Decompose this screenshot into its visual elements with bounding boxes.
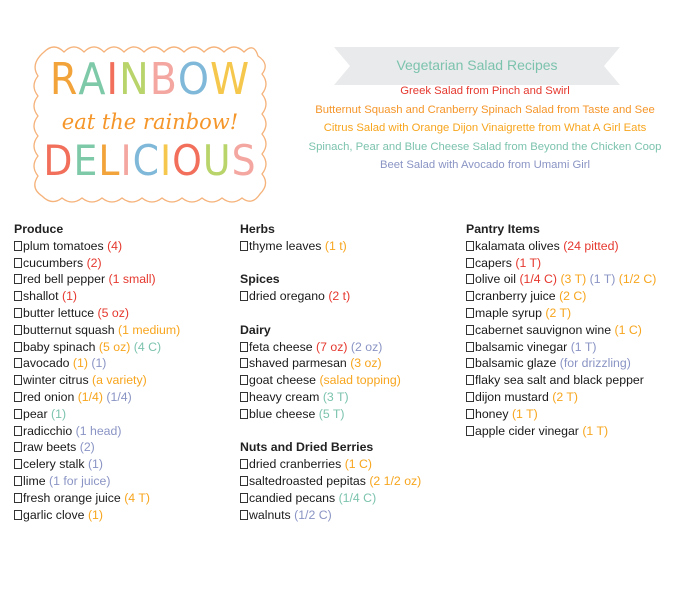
item-quantity: (2 T) <box>545 305 572 320</box>
shopping-list-item[interactable] <box>14 271 236 288</box>
recipe-links-list <box>290 82 680 175</box>
logo-letter: I <box>120 136 133 185</box>
item-quantity: (4 T) <box>124 490 150 505</box>
item-name: cranberry juice <box>475 289 556 304</box>
checkbox-icon[interactable] <box>240 291 248 301</box>
item-quantity: (1 C) <box>614 322 642 337</box>
checkbox-icon[interactable] <box>14 442 22 452</box>
logo-letter: I <box>160 136 173 185</box>
shopping-list-item[interactable] <box>14 255 236 272</box>
item-name: raw beets <box>23 440 77 455</box>
item-quantity: (1/4 C) <box>338 490 377 505</box>
shopping-list-item[interactable] <box>466 339 680 356</box>
item-quantity: (24 pitted) <box>563 238 619 253</box>
item-quantity: (2) <box>86 255 102 270</box>
logo-letter: A <box>78 54 107 105</box>
shopping-list-item[interactable] <box>466 423 680 440</box>
checkbox-icon[interactable] <box>14 241 22 251</box>
item-quantity: (1/4) <box>106 389 132 404</box>
item-quantity: (2) <box>79 440 95 455</box>
logo-letter: R <box>49 54 79 105</box>
item-quantity: (4 C) <box>133 339 162 354</box>
item-name: pear <box>23 406 48 421</box>
checkbox-icon[interactable] <box>466 241 474 251</box>
item-name: walnuts <box>249 507 291 522</box>
item-name: fresh orange juice <box>23 490 121 505</box>
item-quantity: (1 T) <box>582 423 609 438</box>
item-quantity: (5 oz) <box>98 339 131 354</box>
shopping-list-item[interactable] <box>14 473 236 490</box>
item-name: kalamata olives <box>475 238 560 253</box>
shopping-list-item[interactable] <box>14 456 236 473</box>
recipe-link[interactable]: Greek Salad from Pinch and Swirl <box>400 85 570 97</box>
shopping-list-item[interactable] <box>466 288 680 305</box>
item-name: plum tomatoes <box>23 238 104 253</box>
shopping-column-3 <box>466 221 680 439</box>
checkbox-icon[interactable] <box>240 409 248 419</box>
item-quantity: (2 1/2 oz) <box>369 473 422 488</box>
shopping-list-item[interactable] <box>14 288 236 305</box>
item-name: celery stalk <box>23 457 85 472</box>
item-name: balsamic glaze <box>475 356 557 371</box>
shopping-column-2 <box>240 221 462 523</box>
checkbox-icon[interactable] <box>240 342 248 352</box>
banner-title: Vegetarian Salad Recipes <box>396 57 558 73</box>
item-name: flaky sea salt and black pepper <box>475 373 644 388</box>
item-quantity: (1 for juice) <box>48 473 111 488</box>
item-name: cabernet sauvignon wine <box>475 322 612 337</box>
shopping-list-item[interactable] <box>240 473 462 490</box>
checkbox-icon[interactable] <box>466 358 474 368</box>
item-quantity: (1) <box>61 289 77 304</box>
item-name: cucumbers <box>23 255 84 270</box>
item-quantity: (1/2 C) <box>618 272 657 287</box>
shopping-list-item[interactable] <box>14 355 236 372</box>
checkbox-icon[interactable] <box>14 342 22 352</box>
shopping-list-item[interactable] <box>240 456 462 473</box>
checkbox-icon[interactable] <box>466 392 474 402</box>
section-title: Pantry Items <box>466 222 540 236</box>
item-quantity: (1 T) <box>515 255 542 270</box>
item-quantity: (1 T) <box>570 339 597 354</box>
item-name: lime <box>23 473 46 488</box>
item-name: butternut squash <box>23 322 115 337</box>
shopping-list-item[interactable] <box>14 406 236 423</box>
item-name: capers <box>475 255 512 270</box>
shopping-list-item[interactable] <box>240 406 462 423</box>
item-name: honey <box>475 406 509 421</box>
item-quantity: (for drizzling) <box>559 356 631 371</box>
checkbox-icon[interactable] <box>14 459 22 469</box>
item-quantity: (3 oz) <box>350 356 382 371</box>
shopping-list-item[interactable] <box>240 389 462 406</box>
checkbox-icon[interactable] <box>14 510 22 520</box>
item-name: winter citrus <box>23 373 89 388</box>
item-quantity: (1/2 C) <box>294 507 332 522</box>
shopping-list-item[interactable] <box>14 238 236 255</box>
shopping-list-item[interactable] <box>240 339 462 356</box>
item-name: dried cranberries <box>249 457 342 472</box>
item-name: balsamic vinegar <box>475 339 568 354</box>
checkbox-icon[interactable] <box>466 375 474 385</box>
item-quantity: (2 t) <box>328 289 351 304</box>
checkbox-icon[interactable] <box>14 325 22 335</box>
checkbox-icon[interactable] <box>14 274 22 284</box>
checkbox-icon[interactable] <box>466 308 474 318</box>
checkbox-icon[interactable] <box>466 274 474 284</box>
item-quantity: (1/4 C) <box>519 272 558 287</box>
logo-letter: L <box>98 136 121 185</box>
item-quantity: (5 oz) <box>97 305 129 320</box>
shopping-list-item[interactable] <box>240 507 462 524</box>
item-quantity: (2 C) <box>559 289 587 304</box>
item-name: goat cheese <box>249 373 317 388</box>
shopping-list-item[interactable] <box>466 238 680 255</box>
logo-letter: E <box>73 136 99 185</box>
item-quantity: (1) <box>91 356 107 371</box>
recipe-link[interactable]: Beet Salad with Avocado from Umami Girl <box>379 159 591 172</box>
shopping-list-item[interactable] <box>14 439 236 456</box>
item-name: baby spinach <box>23 339 96 354</box>
item-name: dijon mustard <box>475 389 549 404</box>
shopping-list-item[interactable] <box>14 490 236 507</box>
shopping-list-item[interactable] <box>240 355 462 372</box>
item-name: shaved parmesan <box>249 356 347 371</box>
item-quantity: (3 T) <box>322 389 349 404</box>
shopping-list-item[interactable] <box>240 238 462 255</box>
logo-tagline: eat the rainbow! <box>61 110 239 134</box>
item-quantity: (1 T) <box>511 406 538 421</box>
item-quantity: (1 T) <box>589 272 616 287</box>
logo-word-delicious <box>30 136 270 185</box>
checkbox-icon[interactable] <box>466 258 474 268</box>
shopping-list-item[interactable] <box>14 507 236 524</box>
item-quantity: (1 head) <box>75 423 122 438</box>
logo-letter: O <box>177 54 210 105</box>
item-quantity: (4) <box>107 238 123 253</box>
recipe-link[interactable]: Citrus Salad with Orange Dijon Vinaigrette from What A Girl Eats <box>323 122 647 135</box>
logo-word-rainbow <box>30 54 270 105</box>
item-name: butter lettuce <box>23 305 95 320</box>
logo-letter: I <box>106 54 120 105</box>
logo-letter: B <box>149 54 178 105</box>
checkbox-icon[interactable] <box>14 258 22 268</box>
item-name: radicchio <box>23 423 73 438</box>
section-title: Herbs <box>240 222 275 236</box>
checkbox-icon[interactable] <box>240 358 248 368</box>
logo-letter: O <box>172 136 203 185</box>
item-name: feta cheese <box>249 339 313 354</box>
shopping-list-item[interactable] <box>466 406 680 423</box>
shopping-list-item[interactable] <box>466 255 680 272</box>
section-title: Nuts and Dried Berries <box>240 440 374 455</box>
checkbox-icon[interactable] <box>240 375 248 385</box>
section-spacer <box>240 305 462 322</box>
shopping-list-item[interactable] <box>14 423 236 440</box>
item-quantity: (1 t) <box>324 238 347 253</box>
logo-letter: U <box>202 136 232 185</box>
item-quantity: (1) <box>87 457 103 472</box>
item-quantity: (salad topping) <box>319 373 401 388</box>
shopping-list-item[interactable] <box>14 322 236 339</box>
checkbox-icon[interactable] <box>14 476 22 486</box>
item-name: thyme leaves <box>249 238 322 253</box>
checkbox-icon[interactable] <box>466 426 474 436</box>
checkbox-icon[interactable] <box>240 459 248 469</box>
rainbow-delicious-logo <box>30 44 270 206</box>
shopping-list-item[interactable] <box>240 372 462 389</box>
shopping-list-item[interactable] <box>240 490 462 507</box>
section-title: Produce <box>14 222 64 236</box>
item-name: candied pecans <box>249 490 336 505</box>
checkbox-icon[interactable] <box>240 493 248 503</box>
section-title: Spices <box>240 272 280 287</box>
checkbox-icon[interactable] <box>14 392 22 402</box>
item-name: blue cheese <box>249 406 316 421</box>
item-quantity: (1 small) <box>108 272 156 287</box>
recipes-banner <box>334 47 620 85</box>
item-name: avocado <box>23 356 70 371</box>
section-spacer <box>240 255 462 272</box>
shopping-list-item[interactable] <box>14 389 236 406</box>
recipe-link[interactable]: Butternut Squash and Cranberry Spinach Salad from Taste and See <box>315 103 655 116</box>
checkbox-icon[interactable] <box>240 241 248 251</box>
item-quantity: (1) <box>51 406 67 421</box>
item-name: heavy cream <box>249 389 320 404</box>
shopping-list-item[interactable] <box>14 305 236 322</box>
shopping-list-item[interactable] <box>466 322 680 339</box>
checkbox-icon[interactable] <box>14 291 22 301</box>
checkbox-icon[interactable] <box>14 375 22 385</box>
checkbox-icon[interactable] <box>466 409 474 419</box>
item-name: olive oil <box>475 272 517 287</box>
item-name: red onion <box>23 389 75 404</box>
checkbox-icon[interactable] <box>14 493 22 503</box>
checkbox-icon[interactable] <box>466 342 474 352</box>
checkbox-icon[interactable] <box>240 392 248 402</box>
shopping-list-item[interactable] <box>466 355 680 372</box>
item-quantity: (1 medium) <box>118 322 181 337</box>
checkbox-icon[interactable] <box>466 325 474 335</box>
item-quantity: (7 oz) <box>316 339 348 354</box>
item-quantity: (1/4) <box>77 389 103 404</box>
item-name: dried oregano <box>249 289 325 304</box>
shopping-list-item[interactable] <box>14 372 236 389</box>
section-spacer <box>240 423 462 440</box>
item-quantity: (2 oz) <box>350 339 383 354</box>
item-quantity: (1) <box>87 507 103 522</box>
shopping-list-item[interactable] <box>14 339 236 356</box>
logo-letter: S <box>231 136 257 185</box>
shopping-list-item[interactable] <box>466 271 680 288</box>
item-quantity: (2 T) <box>552 389 578 404</box>
item-quantity: (1) <box>72 356 88 371</box>
item-quantity: (1 C) <box>344 457 373 472</box>
item-name: shallot <box>23 289 59 304</box>
logo-letter: W <box>210 54 251 105</box>
shopping-list-item[interactable] <box>240 288 462 305</box>
item-quantity: (a variety) <box>92 373 147 388</box>
checkbox-icon[interactable] <box>14 426 22 436</box>
logo-letter: N <box>119 54 150 105</box>
shopping-list-item[interactable] <box>466 389 680 406</box>
recipe-link[interactable]: Spinach, Pear and Blue Cheese Salad from Beyond the Chicken Coop <box>308 140 662 153</box>
checkbox-icon[interactable] <box>14 358 22 368</box>
checkbox-icon[interactable] <box>14 308 22 318</box>
item-name: garlic clove <box>23 507 85 522</box>
shopping-list-item[interactable] <box>466 372 680 389</box>
item-quantity: (3 T) <box>560 272 587 287</box>
checkbox-icon[interactable] <box>240 476 248 486</box>
shopping-list-item[interactable] <box>466 305 680 322</box>
item-name: apple cider vinegar <box>475 423 579 438</box>
logo-letter: C <box>132 136 160 185</box>
item-name: maple syrup <box>475 305 542 320</box>
checkbox-icon[interactable] <box>240 510 248 520</box>
section-title: Dairy <box>240 322 271 337</box>
item-quantity: (5 T) <box>318 406 345 421</box>
checkbox-icon[interactable] <box>14 409 22 419</box>
item-name: saltedroasted pepitas <box>249 473 366 488</box>
item-name: red bell pepper <box>23 272 106 287</box>
logo-letter: D <box>43 136 74 185</box>
checkbox-icon[interactable] <box>466 291 474 301</box>
shopping-column-1 <box>14 221 236 523</box>
